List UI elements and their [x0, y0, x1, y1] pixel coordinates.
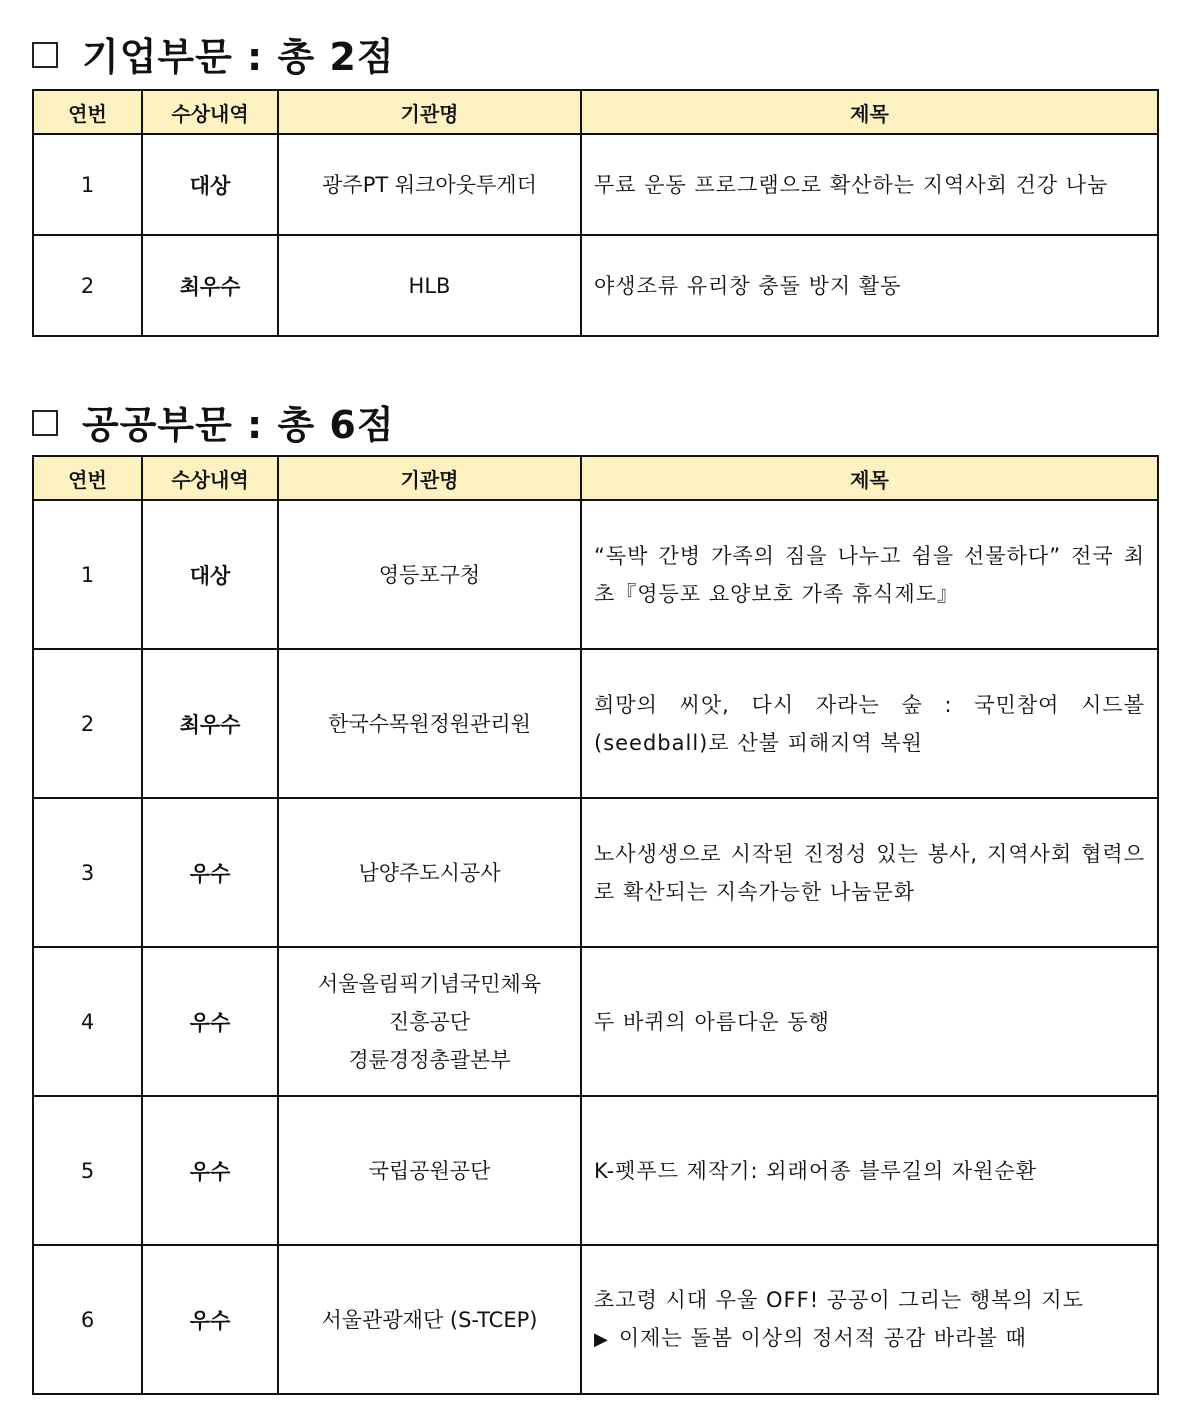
- row-title: [581, 1245, 1158, 1394]
- corporate-awards-table: [32, 89, 1159, 337]
- row-title: 노사생생으로 시작된 진정성 있는 봉사, 지역사회 협력으로 확산되는 지속가능한 나눔문화: [581, 798, 1158, 947]
- table-row: [33, 134, 1158, 235]
- title-line-text: 이제는 돌봄 이상의 정서적 공감 바라볼 때: [618, 1325, 1027, 1350]
- header-award: 수상내역: [142, 456, 278, 500]
- row-org: 한국수목원정원관리원: [278, 649, 581, 798]
- row-no: 5: [33, 1096, 142, 1245]
- table-row: [33, 798, 1158, 947]
- row-org: 남양주도시공사: [278, 798, 581, 947]
- row-no: 6: [33, 1245, 142, 1394]
- row-no: 1: [33, 500, 142, 649]
- table-row: [33, 500, 1158, 649]
- section-title-public: [32, 398, 395, 447]
- row-award: 우수: [142, 798, 278, 947]
- header-title: 제목: [581, 456, 1158, 500]
- title-line: [594, 1319, 1145, 1359]
- table-row: [33, 649, 1158, 798]
- public-awards-table: [32, 455, 1159, 1395]
- row-org: 영등포구청: [278, 500, 581, 649]
- row-no: 2: [33, 649, 142, 798]
- org-line: 경륜경정총괄본부: [348, 1047, 511, 1072]
- header-no: 연번: [33, 90, 142, 134]
- table-row: [33, 1096, 1158, 1245]
- row-org: 국립공원공단: [278, 1096, 581, 1245]
- title-line: 초고령 시대 우울 OFF! 공공이 그리는 행복의 지도: [594, 1287, 1084, 1312]
- row-org: HLB: [278, 235, 581, 336]
- table-row: [33, 947, 1158, 1096]
- header-org: 기관명: [278, 456, 581, 500]
- row-org: 서울관광재단 (S-TCEP): [278, 1245, 581, 1394]
- table-header-row: [33, 456, 1158, 500]
- header-org: 기관명: [278, 90, 581, 134]
- table-header-row: [33, 90, 1158, 134]
- section-title-text: 공공부문 : 총 6점: [82, 402, 395, 447]
- row-org: 광주PT 워크아웃투게더: [278, 134, 581, 235]
- row-title: 무료 운동 프로그램으로 확산하는 지역사회 건강 나눔: [581, 134, 1158, 235]
- row-award: 최우수: [142, 649, 278, 798]
- org-line: 서울올림픽기념국민체육: [317, 971, 542, 996]
- row-award: 우수: [142, 947, 278, 1096]
- header-title: 제목: [581, 90, 1158, 134]
- section-title-corporate: [32, 30, 395, 79]
- row-no: 3: [33, 798, 142, 947]
- row-no: 1: [33, 134, 142, 235]
- row-title: K-펫푸드 제작기: 외래어종 블루길의 자원순환: [581, 1096, 1158, 1245]
- section-title-text: 기업부문 : 총 2점: [82, 34, 395, 79]
- row-title: “독박 간병 가족의 짐을 나누고 쉼을 선물하다” 전국 최초『영등포 요양보호 가족 휴식제도』: [581, 500, 1158, 649]
- row-award: 대상: [142, 134, 278, 235]
- checkbox-icon: [32, 410, 58, 436]
- row-org: [278, 947, 581, 1096]
- org-line: 진흥공단: [388, 1009, 471, 1034]
- row-no: 2: [33, 235, 142, 336]
- play-arrow-icon: ▶: [594, 1328, 609, 1350]
- row-title: 두 바퀴의 아름다운 동행: [581, 947, 1158, 1096]
- row-award: 우수: [142, 1245, 278, 1394]
- checkbox-icon: [32, 42, 58, 68]
- row-no: 4: [33, 947, 142, 1096]
- row-award: 최우수: [142, 235, 278, 336]
- row-title: 야생조류 유리창 충돌 방지 활동: [581, 235, 1158, 336]
- table-row: [33, 1245, 1158, 1394]
- row-award: 대상: [142, 500, 278, 649]
- row-award: 우수: [142, 1096, 278, 1245]
- header-award: 수상내역: [142, 90, 278, 134]
- header-no: 연번: [33, 456, 142, 500]
- row-title: 희망의 씨앗, 다시 자라는 숲 : 국민참여 시드볼(seedball)로 산불 피해지역 복원: [581, 649, 1158, 798]
- table-row: [33, 235, 1158, 336]
